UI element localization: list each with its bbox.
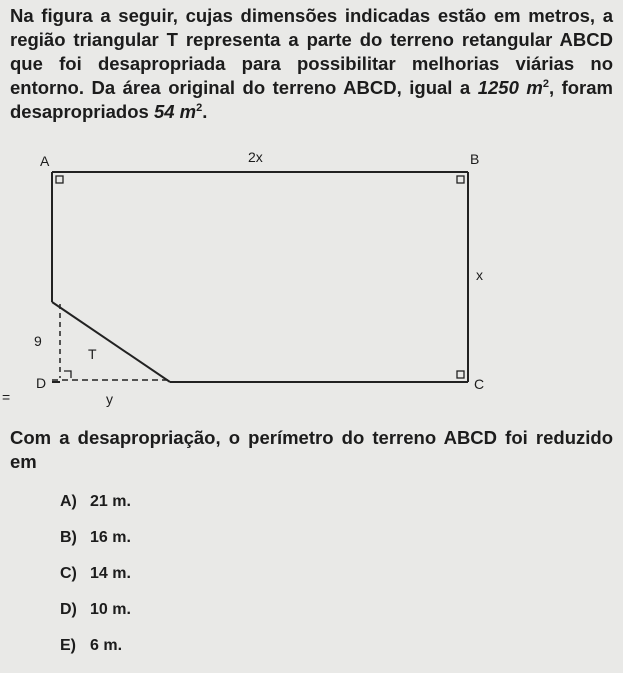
- option-b[interactable]: [60, 528, 131, 564]
- option-text: 10 m.: [90, 601, 131, 618]
- removed-area: 54 m: [153, 101, 197, 122]
- right-angle-a-icon: [56, 176, 63, 183]
- vertex-b-label: B: [470, 151, 480, 167]
- terrain-figure: [0, 140, 623, 420]
- statement-mid: , foram desapropriados: [10, 77, 613, 122]
- statement-end: .: [202, 101, 208, 122]
- answer-options: [60, 492, 131, 672]
- option-a[interactable]: [60, 492, 131, 528]
- problem-statement: [10, 4, 613, 124]
- right-angle-d-icon: [64, 371, 71, 378]
- option-letter: C): [60, 565, 77, 582]
- statement-text: Na figura a seguir, cujas dimensões indicadas estão em metros, a região triangular T representa a parte do terreno retangular ABCD que foi desapropriada para possibilitar melhorias viárias no entorno. Da área original do terreno ABCD, igual a: [10, 5, 613, 98]
- triangle-base-label: y: [106, 391, 113, 407]
- margin-mark: =: [2, 389, 11, 405]
- original-area-exponent: 2: [542, 77, 549, 90]
- vertex-a-label: A: [40, 153, 50, 169]
- right-angle-c-icon: [457, 371, 464, 378]
- triangle-hypotenuse: [52, 302, 170, 382]
- option-text: 21 m.: [90, 493, 131, 510]
- option-letter: B): [60, 529, 77, 546]
- option-text: 14 m.: [90, 565, 131, 582]
- option-letter: D): [60, 601, 77, 618]
- option-c[interactable]: [60, 564, 131, 600]
- right-side-label: x: [476, 267, 483, 283]
- option-e[interactable]: [60, 636, 131, 672]
- triangle-height-label: 9: [34, 333, 42, 349]
- option-letter: E): [60, 637, 76, 654]
- vertex-d-label: D: [36, 375, 47, 391]
- question-text: Com a desapropriação, o perímetro do terreno ABCD foi reduzido em: [10, 427, 613, 472]
- option-letter: A): [60, 493, 77, 510]
- option-text: 16 m.: [90, 529, 131, 546]
- top-side-label: 2x: [248, 149, 263, 165]
- option-d[interactable]: [60, 600, 131, 636]
- removed-area-exponent: 2: [196, 101, 203, 114]
- original-area: 1250 m: [477, 77, 543, 98]
- triangle-t-label: T: [88, 346, 97, 362]
- option-text: 6 m.: [90, 637, 123, 654]
- right-angle-b-icon: [457, 176, 464, 183]
- vertex-c-label: C: [474, 376, 485, 392]
